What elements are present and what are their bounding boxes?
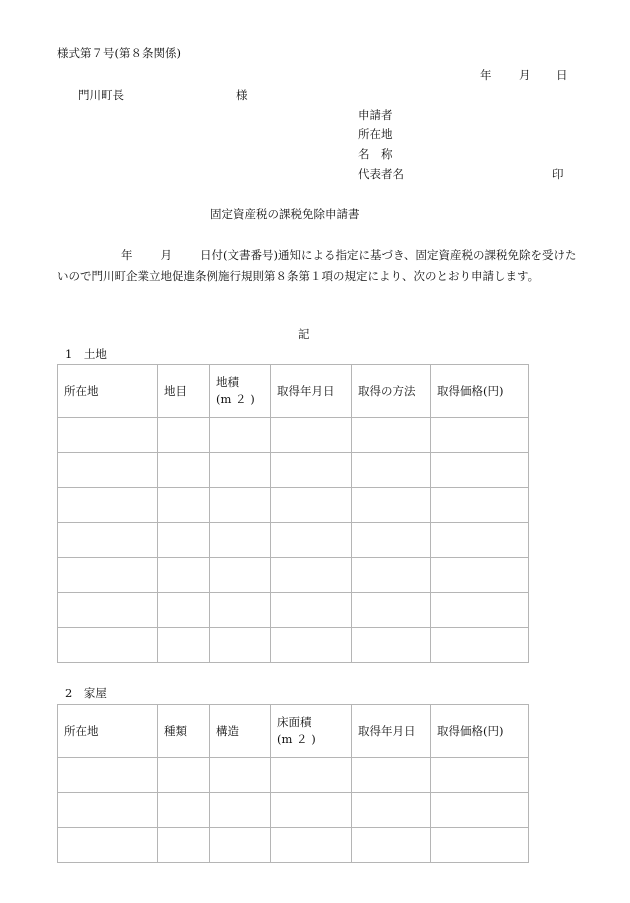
house-table-cell[interactable]: [210, 793, 271, 828]
house-table-body: [58, 758, 529, 863]
land-table-cell[interactable]: [158, 488, 210, 523]
land-table-row: [58, 488, 529, 523]
house-header-price: 取得価格(円): [431, 705, 529, 758]
land-table-cell[interactable]: [271, 488, 352, 523]
land-table-cell[interactable]: [210, 628, 271, 663]
land-table-cell[interactable]: [210, 593, 271, 628]
land-table-cell[interactable]: [352, 558, 431, 593]
house-table-cell[interactable]: [431, 793, 529, 828]
land-table-cell[interactable]: [352, 418, 431, 453]
land-table-cell[interactable]: [58, 523, 158, 558]
date-year: 年: [480, 68, 492, 82]
land-table-row: [58, 453, 529, 488]
land-table-cell[interactable]: [352, 628, 431, 663]
land-table-cell[interactable]: [271, 558, 352, 593]
house-header-floor-area: [271, 705, 352, 758]
land-table-row: [58, 523, 529, 558]
land-table-cell[interactable]: [271, 593, 352, 628]
land-header-price: 取得価格(円): [431, 365, 529, 418]
land-table-cell[interactable]: [352, 593, 431, 628]
house-table-cell[interactable]: [271, 793, 352, 828]
land-header-area-label: 地積: [216, 375, 239, 389]
land-table-cell[interactable]: [210, 488, 271, 523]
land-table-cell[interactable]: [352, 453, 431, 488]
date-day: 日: [556, 68, 568, 82]
land-table-cell[interactable]: [158, 418, 210, 453]
land-table-cell[interactable]: [431, 453, 529, 488]
body-paragraph: [57, 245, 577, 287]
land-table-cell[interactable]: [58, 628, 158, 663]
date-month: 月: [519, 68, 531, 82]
land-table-cell[interactable]: [58, 453, 158, 488]
land-header-acquisition-method: 取得の方法: [352, 365, 431, 418]
addressee-name: 門川町長: [78, 88, 124, 102]
land-table-cell[interactable]: [210, 558, 271, 593]
land-table-cell[interactable]: [210, 418, 271, 453]
house-table-cell[interactable]: [352, 758, 431, 793]
house-table-cell[interactable]: [58, 758, 158, 793]
land-table-cell[interactable]: [158, 558, 210, 593]
land-table-cell[interactable]: [210, 453, 271, 488]
house-table-cell[interactable]: [431, 758, 529, 793]
land-table-cell[interactable]: [352, 488, 431, 523]
land-table-row: [58, 628, 529, 663]
seal-mark: 印: [552, 167, 564, 181]
land-header-acquired-date: 取得年月日: [271, 365, 352, 418]
body-month: 月: [160, 248, 172, 262]
land-table-row: [58, 558, 529, 593]
house-table-cell[interactable]: [58, 828, 158, 863]
land-header-area-unit: (m ２ ): [216, 392, 255, 406]
land-table-cell[interactable]: [58, 488, 158, 523]
house-table-cell[interactable]: [158, 758, 210, 793]
ki-mark: 記: [298, 327, 310, 341]
body-text: 日付(文書番号)通知による指定に基づき、固定資産税の課税免除を受けたいので門川町企業立地促進条例施行規則第８条第１項の規定により、次のとおり申請します。: [57, 248, 577, 283]
house-table-cell[interactable]: [352, 793, 431, 828]
land-table-cell[interactable]: [158, 628, 210, 663]
land-table-body: [58, 418, 529, 663]
house-table-row: [58, 828, 529, 863]
document-title: 固定資産税の課税免除申請書: [210, 207, 360, 221]
land-table: [57, 364, 529, 663]
house-table-cell[interactable]: [210, 758, 271, 793]
house-header-structure: 構造: [210, 705, 271, 758]
house-header-acquired-date: 取得年月日: [352, 705, 431, 758]
land-table-cell[interactable]: [271, 628, 352, 663]
land-table-cell[interactable]: [58, 418, 158, 453]
land-table-cell[interactable]: [210, 523, 271, 558]
land-table-cell[interactable]: [431, 418, 529, 453]
land-table-cell[interactable]: [158, 453, 210, 488]
house-table-cell[interactable]: [271, 828, 352, 863]
applicant-label: 申請者: [358, 108, 393, 122]
land-table-row: [58, 418, 529, 453]
house-table: [57, 704, 529, 863]
land-table-cell[interactable]: [158, 593, 210, 628]
land-table-cell[interactable]: [271, 453, 352, 488]
house-header-row: [58, 705, 529, 758]
land-table-cell[interactable]: [431, 628, 529, 663]
land-header-category: 地目: [158, 365, 210, 418]
house-table-cell[interactable]: [58, 793, 158, 828]
house-header-floor-area-unit: (m ２ ): [277, 732, 316, 746]
land-header-row: [58, 365, 529, 418]
applicant-name-label: 名 称: [358, 147, 393, 161]
land-table-cell[interactable]: [271, 523, 352, 558]
house-heading: 2 家屋: [65, 686, 107, 700]
land-table-cell[interactable]: [58, 593, 158, 628]
house-table-cell[interactable]: [431, 828, 529, 863]
land-header-area: [210, 365, 271, 418]
land-table-cell[interactable]: [431, 523, 529, 558]
house-table-row: [58, 793, 529, 828]
house-table-cell[interactable]: [271, 758, 352, 793]
house-table-cell[interactable]: [352, 828, 431, 863]
addressee-honorific: 様: [236, 88, 248, 102]
land-table-cell[interactable]: [431, 488, 529, 523]
house-table-cell[interactable]: [210, 828, 271, 863]
land-table-cell[interactable]: [58, 558, 158, 593]
land-heading: 1 土地: [65, 347, 107, 361]
house-table-cell[interactable]: [158, 828, 210, 863]
applicant-address-label: 所在地: [358, 127, 393, 141]
applicant-rep-label: 代表者名: [358, 167, 404, 181]
house-header-floor-area-label: 床面積: [277, 715, 312, 729]
land-table-cell[interactable]: [352, 523, 431, 558]
land-header-location: 所在地: [58, 365, 158, 418]
land-table-cell[interactable]: [431, 558, 529, 593]
house-table-row: [58, 758, 529, 793]
house-header-type: 種類: [158, 705, 210, 758]
land-table-row: [58, 593, 529, 628]
body-year: 年: [121, 248, 133, 262]
land-table-cell[interactable]: [158, 523, 210, 558]
house-header-location: 所在地: [58, 705, 158, 758]
land-table-cell[interactable]: [271, 418, 352, 453]
form-number: 様式第７号(第８条関係): [57, 46, 181, 60]
house-table-cell[interactable]: [158, 793, 210, 828]
land-table-cell[interactable]: [431, 593, 529, 628]
